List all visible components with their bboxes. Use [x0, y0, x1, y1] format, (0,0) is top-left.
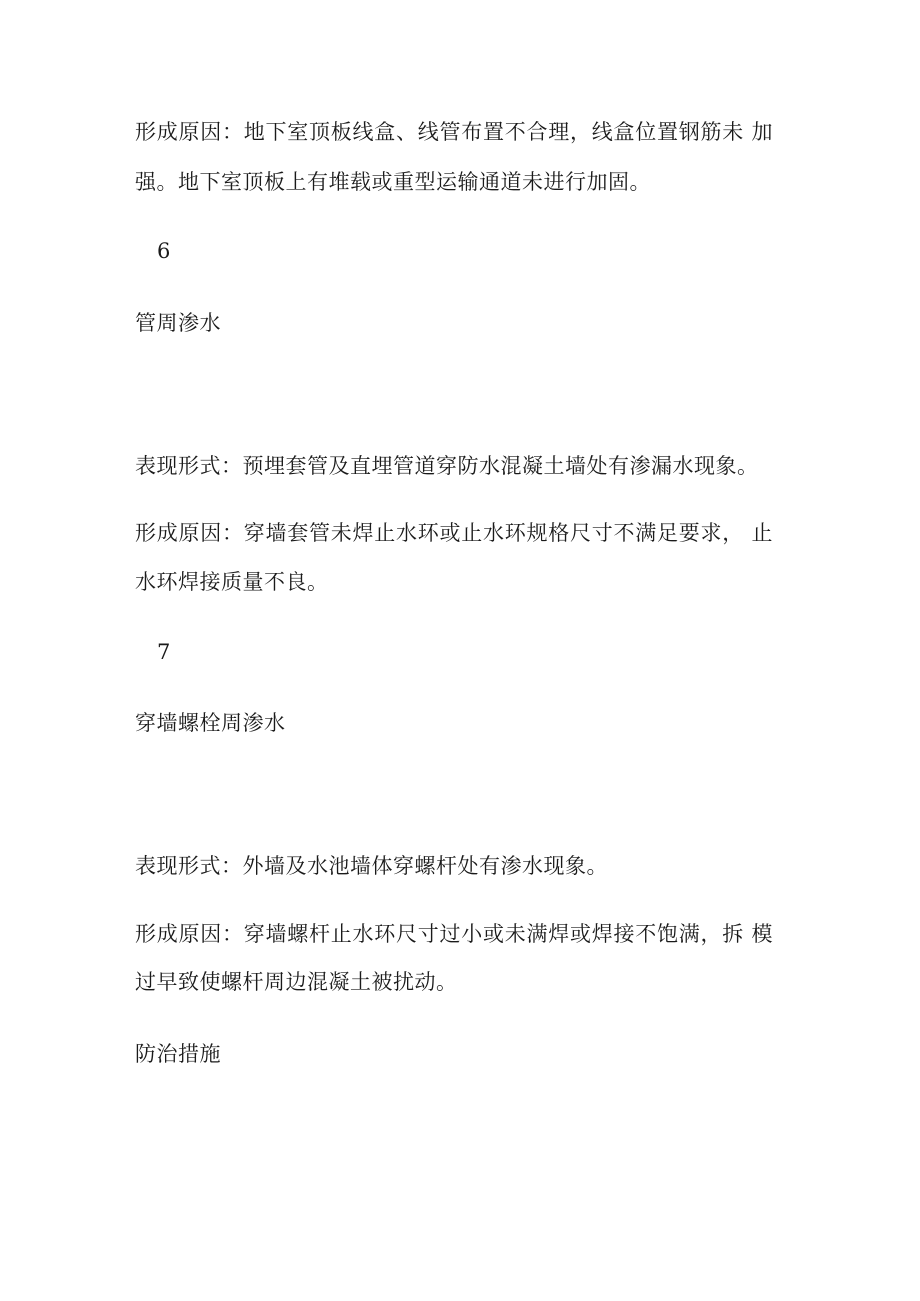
section6-cause-line2: 水环焊接质量不良。 [135, 570, 329, 594]
section6-title: 管周渗水 [135, 311, 221, 335]
section5-cause-line1: 形成原因：地下室顶板线盒、线管布置不合理，线盒位置钢筋未 加 [135, 120, 773, 144]
section6-cause-line1: 形成原因：穿墙套管未焊止水环或止水环规格尺寸不满足要求， 止 [135, 521, 773, 545]
section7-symptom: 表现形式：外墙及水池墙体穿螺杆处有渗水现象。 [135, 854, 608, 878]
section5-cause-line2: 强。地下室顶板上有堆载或重型运输通道未进行加固。 [135, 170, 651, 194]
section6-number: 6 [157, 239, 171, 263]
section7-number: 7 [157, 640, 171, 664]
section7-cause-line1: 形成原因：穿墙螺杆止水环尺寸过小或未满焊或焊接不饱满，拆 模 [135, 922, 773, 946]
section7-title: 穿墙螺栓周渗水 [135, 711, 286, 735]
section6-symptom: 表现形式：预埋套管及直埋管道穿防水混凝土墙处有渗漏水现象。 [135, 454, 759, 478]
measures-title: 防治措施 [135, 1042, 221, 1066]
section7-cause-line2: 过早致使螺杆周边混凝土被扰动。 [135, 970, 458, 994]
